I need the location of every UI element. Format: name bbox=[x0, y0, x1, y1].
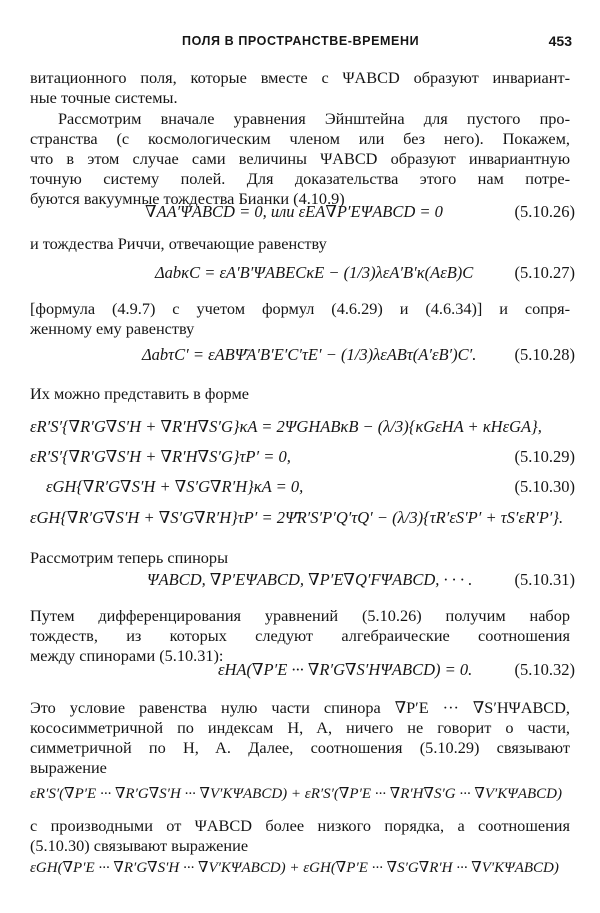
equation-number: (5.10.28) bbox=[514, 345, 575, 364]
text-line: буются вакуумные тождества Бианки (4.10.9) bbox=[30, 189, 345, 208]
equation-number: (5.10.32) bbox=[514, 660, 575, 679]
page-number: 453 bbox=[548, 33, 572, 49]
text-line: женному ему равенству bbox=[30, 319, 195, 338]
text-line: симметричной по H, A. Далее, соотношения (5.10.29) связывают bbox=[30, 738, 570, 757]
text-line: кососимметричной по индексам H, A, ничего не говорит о части, bbox=[30, 718, 570, 737]
text-line: точную систему полей. Для доказательства этого нам потре- bbox=[30, 169, 570, 188]
text-line: [формула (4.9.7) с учетом формул (4.6.29) и (4.6.34)] и сопря- bbox=[30, 299, 570, 318]
equation-5-10-28 bbox=[30, 345, 575, 369]
equation-number: (5.10.27) bbox=[514, 263, 575, 282]
paragraph-2 bbox=[30, 109, 570, 209]
equation-formula: ∇AA′ΨABCD = 0, или εEA∇P′EΨABCD = 0 bbox=[145, 202, 443, 221]
text-line: странства (с космологическим членом или без него). Покажем, bbox=[30, 129, 570, 148]
paragraph-4 bbox=[30, 299, 570, 339]
equation-formula: εR′S′(∇P′E ··· ∇R′G∇S′H ··· ∇V′KΨABCD) + εR′S′(∇P′E ··· ∇R′H∇S′G ··· ∇V′KΨABCD) bbox=[30, 786, 562, 802]
equation-unnumbered-2 bbox=[30, 508, 575, 532]
text-line: между спинорами (5.10.31): bbox=[30, 646, 224, 665]
text-line: Рассмотрим вначале уравнения Эйнштейна для пустого про- bbox=[58, 109, 570, 128]
text-line: с производными от ΨABCD более низкого порядка, а соотношения bbox=[30, 816, 570, 835]
equation-5-10-32 bbox=[30, 660, 575, 684]
equation-5-10-26 bbox=[30, 202, 575, 226]
equation-formula: εGH(∇P′E ··· ∇R′G∇S′H ··· ∇V′KΨABCD) + εGH(∇P′E ··· ∇S′G∇R′H ··· ∇V′KΨABCD) bbox=[30, 860, 559, 876]
equation-5-10-29 bbox=[30, 447, 575, 471]
paragraph-6 bbox=[30, 548, 570, 568]
equation-formula: εGH{∇R′G∇S′H + ∇S′G∇R′H}κA = 0, bbox=[46, 477, 304, 496]
paragraph-9 bbox=[30, 816, 570, 856]
running-header bbox=[0, 34, 600, 54]
text-line: и тождества Риччи, отвечающие равенству bbox=[30, 234, 327, 253]
equation-unnumbered-4 bbox=[30, 858, 575, 882]
text-line: Рассмотрим теперь спиноры bbox=[30, 548, 229, 567]
text-line: (5.10.30) связывают выражение bbox=[30, 836, 249, 855]
equation-formula: εHA(∇P′E ··· ∇R′G∇S′HΨABCD) = 0. bbox=[218, 660, 473, 679]
paragraph-5 bbox=[30, 384, 570, 404]
equation-formula: ΨABCD, ∇P′EΨABCD, ∇P′E∇Q′FΨABCD, · · · . bbox=[147, 570, 473, 589]
paragraph-8 bbox=[30, 698, 570, 778]
equation-number: (5.10.30) bbox=[514, 477, 575, 496]
text-line: Это условие равенства нулю части спинора ∇P′E ··· ∇S′HΨABCD, bbox=[30, 698, 570, 717]
equation-unnumbered-1 bbox=[30, 417, 575, 441]
equation-number: (5.10.26) bbox=[514, 202, 575, 221]
equation-unnumbered-3 bbox=[30, 784, 575, 808]
text-line: ные точные системы. bbox=[30, 88, 178, 107]
equation-5-10-30 bbox=[30, 477, 575, 501]
text-line: Их можно представить в форме bbox=[30, 384, 249, 403]
equation-number: (5.10.31) bbox=[514, 570, 575, 589]
text-line: витационного поля, которые вместе с ΨABCD образуют инвариант- bbox=[30, 68, 570, 87]
text-line: что в этом случае сами величины ΨABCD образуют инвариантную bbox=[30, 149, 570, 168]
equation-formula: εR′S′{∇R′G∇S′H + ∇R′H∇S′G}τP′ = 0, bbox=[30, 447, 291, 466]
equation-formula: εGH{∇R′G∇S′H + ∇S′G∇R′H}τP′ = 2Ψ̄R′S′P′Q′τQ′ − (λ/3){τR′εS′P′ + τS′εR′P′}. bbox=[30, 508, 564, 527]
equation-number: (5.10.29) bbox=[514, 447, 575, 466]
text-line: выражение bbox=[30, 758, 107, 777]
equation-formula: εR′S′{∇R′G∇S′H + ∇R′H∇S′G}κA = 2ΨGHABκB − (λ/3){κGεHA + κHεGA}, bbox=[30, 417, 542, 436]
equation-5-10-31 bbox=[30, 570, 575, 594]
paragraph-3 bbox=[30, 234, 570, 254]
paragraph-1 bbox=[30, 68, 570, 108]
equation-formula: ΔabκC = εA′B′ΨABECκE − (1/3)λεA′B′κ(AεB)C bbox=[155, 263, 474, 282]
text-line: тождеств, из которых следуют алгебраические соотношения bbox=[30, 626, 570, 645]
paragraph-7 bbox=[30, 606, 570, 666]
text-line: Путем дифференцирования уравнений (5.10.26) получим набор bbox=[30, 606, 570, 625]
running-title: ПОЛЯ В ПРОСТРАНСТВЕ-ВРЕМЕНИ bbox=[182, 34, 420, 48]
equation-5-10-27 bbox=[30, 263, 575, 287]
equation-formula: ΔabτC′ = εABΨ̄A′B′E′C′τE′ − (1/3)λεABτ(A′εB′)C′. bbox=[142, 345, 477, 364]
